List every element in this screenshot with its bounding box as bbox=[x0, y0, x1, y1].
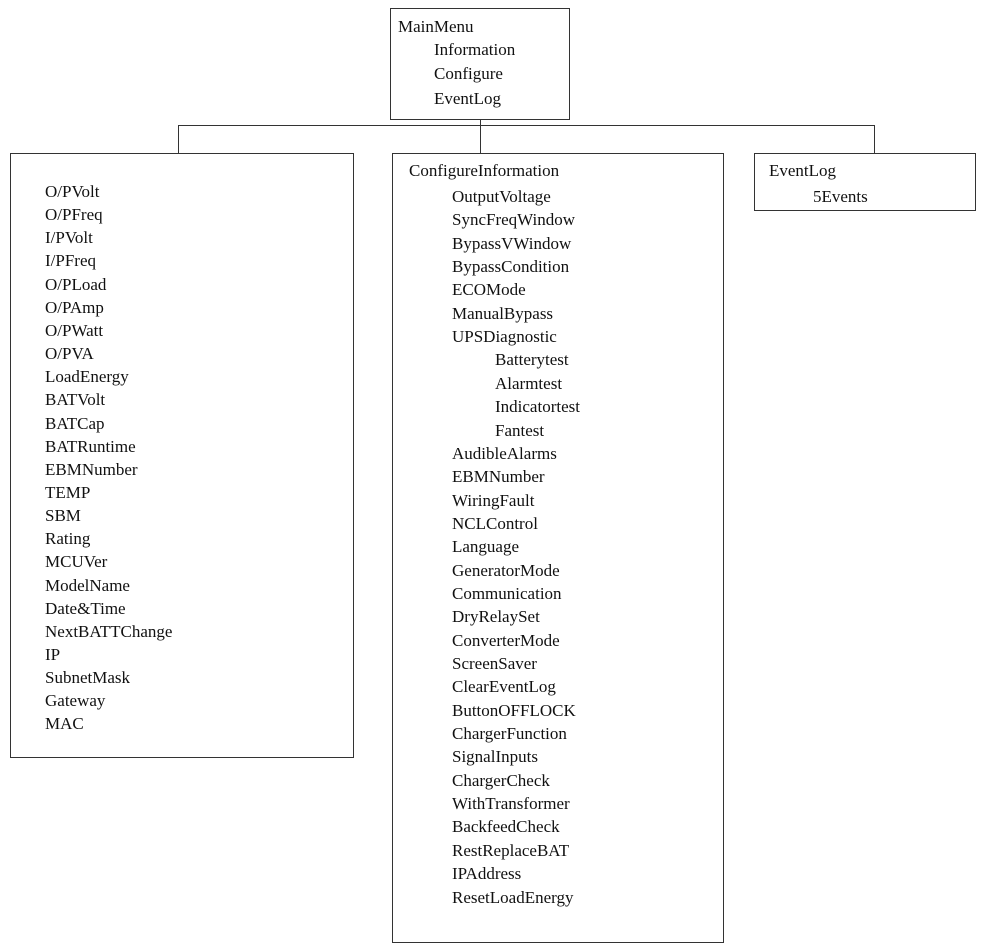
configure-item: BypassCondition bbox=[452, 257, 570, 277]
configure-item: Language bbox=[452, 537, 520, 557]
configure-item: NCLControl bbox=[452, 513, 538, 533]
information-item: O/PFreq bbox=[45, 205, 103, 225]
configure-item: ChargerFunction bbox=[452, 724, 567, 744]
configure-item: GeneratorMode bbox=[452, 560, 560, 580]
information-item: O/PLoad bbox=[45, 274, 107, 294]
eventlog-box bbox=[754, 153, 976, 211]
information-item: ModelName bbox=[45, 575, 130, 595]
configure-item: BackfeedCheck bbox=[452, 817, 560, 837]
configure-item: DryRelaySet bbox=[452, 607, 540, 627]
configure-item: SignalInputs bbox=[452, 747, 538, 767]
main-menu-item-information: Information bbox=[434, 40, 516, 59]
configure-box bbox=[392, 153, 724, 943]
configure-subitem: Indicatortest bbox=[495, 397, 580, 417]
information-item: O/PVolt bbox=[45, 182, 100, 201]
configure-item: AudibleAlarms bbox=[452, 443, 557, 463]
information-item: O/PVA bbox=[45, 344, 94, 364]
configure-item: EBMNumber bbox=[452, 467, 545, 487]
configure-item: IPAddress bbox=[452, 864, 522, 884]
information-item: Rating bbox=[45, 529, 91, 549]
information-item: MCUVer bbox=[45, 552, 108, 572]
main-menu-item-configure: Configure bbox=[434, 64, 503, 83]
information-item: O/PAmp bbox=[45, 297, 104, 317]
configure-item: OutputVoltage bbox=[452, 187, 551, 206]
information-item: TEMP bbox=[45, 482, 91, 502]
information-item: O/PWatt bbox=[45, 320, 104, 340]
configure-item: ChargerCheck bbox=[452, 770, 550, 790]
configure-item: ECOMode bbox=[452, 280, 526, 300]
information-item: IP bbox=[45, 645, 61, 664]
information-item: BATRuntime bbox=[45, 436, 136, 456]
configure-item: WiringFault bbox=[452, 490, 535, 510]
configure-subitem: Batterytest bbox=[495, 350, 569, 370]
configure-item: BypassVWindow bbox=[452, 233, 572, 253]
configure-item: ScreenSaver bbox=[452, 654, 537, 673]
information-item: Gateway bbox=[45, 691, 106, 711]
information-item: SBM bbox=[45, 506, 81, 526]
main-menu-box bbox=[390, 8, 570, 120]
information-item: BATVolt bbox=[45, 390, 106, 410]
connector-configure bbox=[480, 125, 481, 154]
configure-item: SyncFreqWindow bbox=[452, 210, 576, 230]
connector-eventlog bbox=[874, 125, 875, 154]
connector-bar bbox=[178, 125, 875, 126]
eventlog-item: 5Events bbox=[813, 187, 868, 206]
configure-title: ConfigureInformation bbox=[409, 161, 560, 180]
main-menu-title: MainMenu bbox=[398, 17, 474, 36]
information-item: I/PFreq bbox=[45, 251, 96, 271]
connector-info bbox=[178, 125, 179, 154]
information-item: BATCap bbox=[45, 413, 105, 433]
configure-subitem: Alarmtest bbox=[495, 373, 563, 393]
information-item: I/PVolt bbox=[45, 228, 93, 248]
information-item: LoadEnergy bbox=[45, 367, 129, 387]
information-item: MAC bbox=[45, 714, 84, 734]
configure-item: ManualBypass bbox=[452, 303, 554, 323]
configure-item: UPSDiagnostic bbox=[452, 327, 557, 347]
information-item: Date&Time bbox=[45, 598, 126, 618]
configure-subitem: Fantest bbox=[495, 420, 545, 440]
configure-item: RestReplaceBAT bbox=[452, 840, 570, 860]
configure-item: Communication bbox=[452, 583, 562, 603]
information-box bbox=[10, 153, 354, 758]
configure-item: WithTransformer bbox=[452, 794, 570, 814]
configure-item: ConverterMode bbox=[452, 630, 560, 650]
configure-item: ButtonOFFLOCK bbox=[452, 700, 576, 720]
information-item: SubnetMask bbox=[45, 668, 130, 688]
information-item: NextBATTChange bbox=[45, 621, 173, 641]
configure-item: ClearEventLog bbox=[452, 677, 556, 697]
eventlog-title: EventLog bbox=[769, 161, 837, 180]
configure-item: ResetLoadEnergy bbox=[452, 887, 574, 907]
information-item: EBMNumber bbox=[45, 459, 138, 479]
main-menu-item-eventlog: EventLog bbox=[434, 89, 502, 108]
